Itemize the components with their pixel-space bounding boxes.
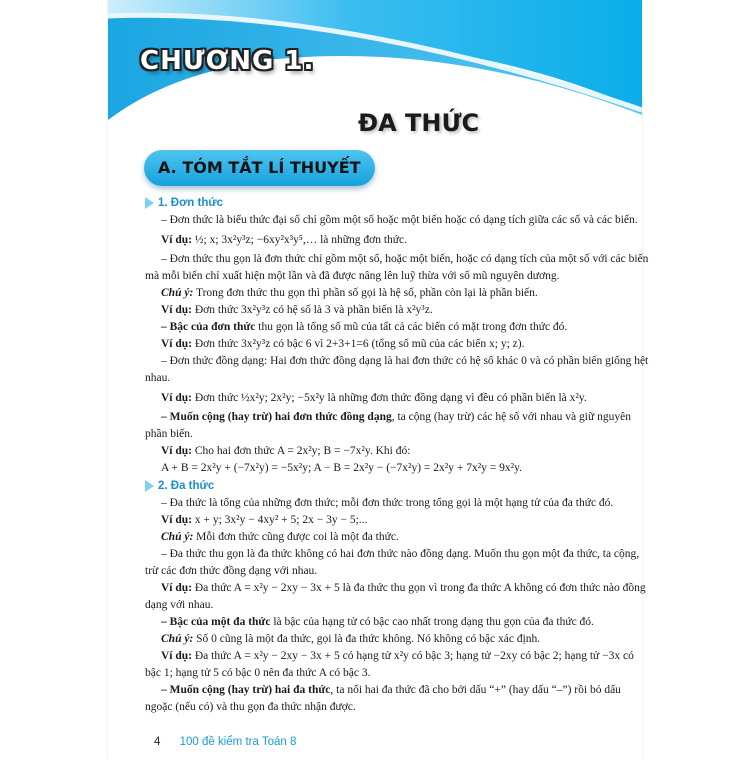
paragraph: [145, 443, 650, 460]
paragraph-label: Ví dụ:: [161, 338, 192, 350]
paragraph: [145, 460, 650, 477]
paragraph-text: , ta cộng (hay trừ) các hệ số với nhau và giữ nguyên phần biến.: [145, 411, 631, 440]
paragraph-text: Cho hai đơn thức A = 2x²y; B = −7x²y. Khi đó:: [192, 445, 411, 457]
paragraph: [145, 529, 650, 546]
document-page: [108, 0, 649, 760]
subsection-heading: [145, 477, 650, 495]
paragraph-label: Ví dụ:: [161, 234, 192, 246]
paragraph-text: Đa thức A = x²y − 2xy − 3x + 5 là đa thức thu gọn vì trong đa thức A không có đơn thức nào đồng dạng với nhau.: [145, 582, 646, 611]
paragraph: [145, 682, 650, 716]
subsection-heading-text: 1. Đơn thức: [158, 197, 224, 209]
paragraph-text: A + B = 2x²y + (−7x²y) = −5x²y; A − B = 2x²y − (−7x²y) = 2x²y + 7x²y = 9x²y.: [161, 462, 522, 474]
paragraph-label: – Muốn cộng (hay trừ) hai đơn thức đồng dạng: [161, 411, 392, 423]
paragraph: [145, 353, 650, 387]
paragraph: [145, 285, 650, 302]
paragraph: [145, 648, 650, 682]
paragraph-text: Đơn thức ½x²y; 2x²y; −5x²y là những đơn thức đồng dạng vì đều có phần biến là x²y.: [192, 392, 587, 404]
paragraph-text: x + y; 3x²y − 4xy² + 5; 2x − 3y − 5;...: [192, 514, 368, 526]
paragraph-text: – Đơn thức thu gọn là đơn thức chỉ gồm một số, hoặc một biến, hoặc có dạng tích của một số với các biến mà mỗi biến chỉ xuất hiện một lần và đã được nâng lên luỹ thừa với số mũ nguyên dương.: [145, 253, 649, 282]
paragraph-text: Số 0 cũng là một đa thức, gọi là đa thức không. Nó không có bậc xác định.: [193, 633, 541, 645]
paragraph-text: Trong đơn thức thu gọn thì phần số gọi là hệ số, phần còn lại là phần biến.: [193, 287, 538, 299]
paragraph: [145, 631, 650, 648]
paragraph: [145, 512, 650, 529]
paragraph-text: ½; x; 3x²y³z; −6xy²x³y⁵,… là những đơn thức.: [192, 234, 407, 246]
section-heading: A. TÓM TẮT LÍ THUYẾT: [144, 150, 375, 186]
page-number: 4: [154, 736, 161, 748]
subsection-heading-text: 2. Đa thức: [158, 480, 215, 492]
paragraph-text: Đơn thức 3x²y³z có bậc 6 vì 2+3+1=6 (tổng số mũ của các biến x; y; z).: [192, 338, 525, 350]
paragraph-text: Đa thức A = x²y − 2xy − 3x + 5 có hạng tử x²y có bậc 3; hạng tử −2xy có bậc 2; hạng tử −3x có bậc 1; hạng tử 5 có bậc 0 nên đa thức A có bậc 3.: [145, 650, 634, 679]
book-title: 100 đề kiểm tra Toán 8: [179, 736, 297, 748]
paragraph-label: Ví dụ:: [161, 392, 192, 404]
paragraph: [145, 409, 650, 443]
paragraph-text: thu gọn là tổng số mũ của tất cả các biến có mặt trong đơn thức đó.: [255, 321, 568, 333]
theory-content: [145, 194, 650, 716]
paragraph: [145, 229, 650, 251]
paragraph: [145, 546, 650, 580]
paragraph-text: Mỗi đơn thức cũng được coi là một đa thức.: [193, 531, 399, 543]
triangle-bullet-icon: [145, 197, 154, 209]
paragraph-label: Chú ý:: [161, 633, 194, 645]
paragraph-label: Ví dụ:: [161, 650, 192, 662]
paragraph: [145, 302, 650, 319]
paragraph-text: – Đa thức thu gọn là đa thức không có hai đơn thức nào đồng dạng. Muốn thu gọn một đa thức, ta cộng, trừ các đơn thức đồng dạng với nhau.: [145, 548, 640, 577]
triangle-bullet-icon: [145, 480, 154, 492]
paragraph-text: – Đơn thức đồng dạng: Hai đơn thức đồng dạng là hai đơn thức có hệ số khác 0 và có phần biến giống hệt nhau.: [145, 355, 649, 384]
paragraph: [145, 387, 650, 409]
subsection-heading: [145, 194, 650, 212]
paragraph-text: Đơn thức 3x²y³z có hệ số là 3 và phần biến là x²y³z.: [192, 304, 433, 316]
paragraph-label: – Bậc của đơn thức: [161, 321, 256, 333]
paragraph: [145, 614, 650, 631]
paragraph: [145, 495, 650, 512]
paragraph-text: , ta nối hai đa thức đã cho bởi dấu “+” (hay dấu “–”) rồi bỏ dấu ngoặc (nếu có) và thu gọn đa thức nhận được.: [145, 684, 621, 713]
paragraph-label: Ví dụ:: [161, 582, 192, 594]
paragraph-label: – Muốn cộng (hay trừ) hai đa thức: [161, 684, 331, 696]
paragraph-text: – Đa thức là tổng của những đơn thức; mỗi đơn thức trong tổng gọi là một hạng tử của đa thức đó.: [161, 497, 614, 509]
paragraph: [145, 212, 650, 229]
paragraph: [145, 336, 650, 353]
page-footer: [145, 734, 650, 750]
paragraph-text: – Đơn thức là biểu thức đại số chỉ gồm một số hoặc một biến hoặc có dạng tích giữa các số và các biến.: [161, 214, 638, 226]
chapter-label: CHƯƠNG 1.: [140, 46, 315, 76]
paragraph: [145, 251, 650, 285]
page-body: [108, 0, 650, 760]
paragraph-label: Ví dụ:: [161, 304, 192, 316]
paragraph-label: Ví dụ:: [161, 445, 192, 457]
paragraph: [145, 580, 650, 614]
paragraph: [145, 319, 650, 336]
paragraph-text: là bậc của hạng tử có bậc cao nhất trong dạng thu gọn của đa thức đó.: [270, 616, 594, 628]
paragraph-label: Chú ý:: [161, 531, 194, 543]
paragraph-label: – Bậc của một đa thức: [161, 616, 271, 628]
paragraph-label: Ví dụ:: [161, 514, 192, 526]
chapter-title: ĐA THỨC: [358, 109, 480, 137]
paragraph-label: Chú ý:: [161, 287, 194, 299]
